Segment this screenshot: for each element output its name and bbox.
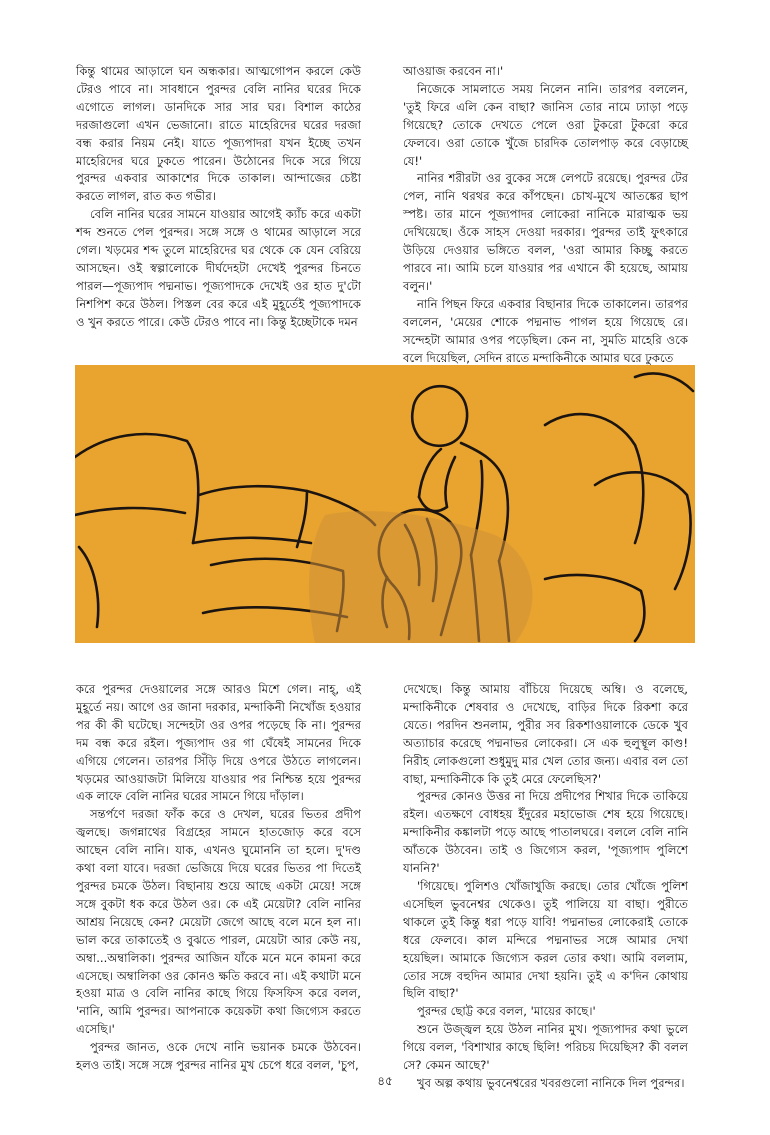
paragraph: 'গিয়েছে। পুলিশও খোঁজাখুজি করছে। তোর খোঁজে পুলিশ এসেছিল ভুবনেশ্বর থেকেও। তুই পালিয়ে যা বাছা। পুরীতে থাকলে তুই কিন্তু ধরা পড়ে যাবি! পদ্মনাভর লোকেরাই তোকে ধরে ফেলবে। কাল মন্দিরে পদ্মনাভর সঙ্গে আমার দেখা হয়েছিল। আমাকে জিগ্যেস করল তোর কথা। আমি বললাম, তোর সঙ্গে বহুদিন আমার দেখা হয়নি। তুই এ ক'দিন কোথায় ছিলি বাছা?' <box>403 878 688 1001</box>
paragraph: দেখেছে। কিন্তু আমায় বাঁচিয়ে দিয়েছে অম্বি। ও বলেছে, মন্দাকিনীকে শেষবার ও দেখেছে, বাড়ির দিকে রিকশা করে যেতে। পরদিন শুনলাম, পুরীর সব রিকশাওয়ালাকে ডেকে খুব অত্যাচার করেছে পদ্মনাভর লোকেরা। সে এক হুলুস্থূল কাণ্ড! নিরীহ লোকগুলো শুধুমুদু মার খেল তোর জন্য। এবার বল তো বাছা, মন্দাকিনীকে কি তুই মেরে ফেলেছিস?' <box>403 682 688 786</box>
paragraph: শুনে উজ্জ্বল হয়ে উঠল নানির মুখ। পূজ্যপাদর কথা ভুলে গিয়ে বলল, 'বিশাখার কাছে ছিলি! পরিচয় দিয়েছিস? কী বলল সে? কেমন আছে?' <box>403 1022 688 1073</box>
paragraph: বেলি নানির ঘরের সামনে যাওয়ার আগেই ক্যাঁচ করে একটা শব্দ শুনতে পেল পুরন্দর। সঙ্গে সঙ্গে ও থামের আড়ালে সরে গেল। খড়মের শব্দ তুলে মাহেরিদের ঘর থেকে কে যেন বেরিয়ে আসছেন। ওই স্বল্পালোকে দীর্ঘদেহটা দেখেই পুরন্দর চিনতে পারল—পূজ্যপাদ পদ্মনাভ। পূজ্যপাদকে দেখেই ওর হাত দু'টো নিশপিশ করে উঠল। পিস্তল বের করে এই মুহূর্তেই পূজ্যপাদকে ও খুন করতে পারে। কেউ টেরও পাবে না। কিন্তু ইচ্ছেটাকে দমন <box>76 207 361 329</box>
man-arm <box>419 457 455 511</box>
paragraph: খুব অল্প কথায় ভুবনেশ্বরের খবরগুলো নানিকে দিল পুরন্দর। <box>417 1075 685 1090</box>
paragraph: পুরন্দর ছোট্ট করে বলল, 'মায়ের কাছে।' <box>417 1004 596 1019</box>
man-head <box>412 386 467 446</box>
rock-outline <box>635 373 693 391</box>
column-bottom-right <box>403 681 688 1093</box>
step-outline <box>193 538 311 543</box>
illustration <box>75 365 695 643</box>
rock-outline <box>545 575 644 641</box>
paragraph: পুরন্দর জানত, ওকে দেখে নানি ভয়ানক চমকে উঠবেন। হলও তাই। সঙ্গে সঙ্গে পুরন্দর নানির মুখ চেপে ধরে বলল, 'চুপ, <box>76 1040 361 1073</box>
wash-shadow <box>309 511 532 643</box>
column-bottom-left <box>76 681 361 1075</box>
rock-outline <box>545 414 643 543</box>
paragraph: সন্তর্পণে দরজা ফাঁক করে ও দেখল, ঘরের ভিতর প্রদীপ জ্বলছে। জগন্নাথের বিগ্রহের সামনে হাতজোড় করে বসে আছেন বেলি নানি। যাক, এখনও ঘুমোননি তা হলে। দু'দণ্ড কথা বলা যাবে। দরজা ভেজিয়ে দিয়ে ঘরের ভিতর পা দিতেই পুরন্দর চমকে উঠল। বিছানায় শুয়ে আছে একটা মেয়ে! সঙ্গে সঙ্গে বুকটা ধক করে উঠল ওর। কে এই মেয়েটা? বেলি নানির আশ্রয় নিয়েছে কেন? মেয়েটা জেগে আছে বলে মনে হল না। ভাল করে তাকাতেই ও বুঝতে পারল, মেয়েটা আর কেউ নয়, অম্বা...অম্বালিকা। পুরন্দর আজিন যাঁকে মনে মনে কামনা করে এসেছে। অম্বালিকা ওর কোনও ক্ষতি করবে না। এই কথাটা মনে হওয়া মাত্র ও বেলি নানির কাছে গিয়ে ফিসফিস করে বলল, 'নানি, আমি পুরন্দর। আপনাকে কয়েকটা কথা জিগ্যেস করতে এসেছি।' <box>76 807 361 1037</box>
paragraph: করে পুরন্দর দেওয়ালের সঙ্গে আরও মিশে গেল। নাহ্, এই মুহূর্তে নয়। আগে ওর জানা দরকার, মন্দাকিনী নিখোঁজ হওয়ার পর কী কী ঘটেছে। সন্দেহটা ওর ওপর পড়েছে কি না। পুরন্দর দম বন্ধ করে রইল। পূজ্যপাদ ওর গা ঘেঁষেই সামনের দিকে এগিয়ে গেলেন। তারপর সিঁড়ি দিয়ে ওপরে উঠতে লাগলেন। খড়মের আওয়াজটা মিলিয়ে যাওয়ার পর নিশ্চিন্ত হয়ে পুরন্দর এক লাফে বেলি নানির ঘরের সামনে গিয়ে দাঁড়াল। <box>76 682 361 804</box>
step-outline <box>75 508 185 515</box>
ink-sketch-illustration <box>75 365 695 643</box>
paragraph: কিন্তু থামের আড়ালে ঘন অন্ধকার। আত্মগোপন করলে কেউ টেরও পাবে না। সাবধানে পুরন্দর বেলি নানির ঘরের দিকে এগোতে লাগল। ডানদিকে সার সার ঘর। বিশাল কাঠের দরজাগুলো এখন ভেজানো। রাতে মাহেরিদের ঘরের দরজা বন্ধ করার নিয়ম নেই। যাতে পূজ্যপাদরা যখন ইচ্ছে তখন মাহেরিদের ঘরে ঢুকতে পারেন। উঠোনের দিকে সরে গিয়ে পুরন্দর একবার আকাশের দিকে তাকাল। আন্দাজের চেষ্টা করতে লাগল, রাত কত গভীর। <box>76 64 361 204</box>
step-outline <box>75 434 198 543</box>
paragraph: পুরন্দর কোনও উত্তর না দিয়ে প্রদীপের শিখার দিকে তাকিয়ে রইল। এতক্ষণে বোধহয় ইঁদুরের মহাভোজ শেষ হয়ে গিয়েছে। মন্দাকিনীর কঙ্কালটা পড়ে আছে পাতালঘরে। বললে বেলি নানি আঁতকে উঠবেন। তাই ও জিগ্যেস করল, 'পূজ্যপাদ পুলিশে যাননি?' <box>403 789 688 876</box>
page-number: ৪৫ <box>377 1074 393 1088</box>
column-top-right <box>403 63 688 367</box>
column-top-left <box>76 63 361 332</box>
paragraph: নানি পিছন ফিরে একবার বিছানার দিকে তাকালেন। তারপর বললেন, 'মেয়ের শোকে পদ্মনাভ পাগল হয়ে গিয়েছে রে। সন্দেহটা আমার ওপর পড়েছিল। কেন না, সুমতি মাহেরি ওকে বলে দিয়েছিল, সেদিন রাতে মন্দাকিনীকে আমার ঘরে ঢুকতে <box>403 296 688 365</box>
paragraph: নিজেকে সামলাতে সময় নিলেন নানি। তারপর বললেন, 'তুই ফিরে এলি কেন বাছা? জানিস তোর নামে ঢ্যাড়া পড়ে গিয়েছে? তোকে দেখতে পেলে ওরা টুকরো টুকরো করে ফেলবে। ওরা তোকে খুঁজে চারদিক তোলপাড় করে বেড়াচ্ছে যে!' <box>403 81 688 168</box>
step-outline <box>79 547 98 627</box>
paragraph: আওয়াজ করবেন না।' <box>403 64 504 78</box>
paragraph: নানির শরীরটা ওর বুকের সঙ্গে লেপটে রয়েছে। পুরন্দর টের পেল, নানি থরথর করে কাঁপছেন। চোখ-মুখে আতঙ্কের ছাপ স্পষ্ট। তার মানে পূজ্যপাদর লোকেরা নানিকে মারাত্মক ভয় দেখিয়েছে। ওঁকে সাহস দেওয়া দরকার। পুরন্দর তাই ফুৎকারে উড়িয়ে দেওয়ার ভঙ্গিতে বলল, 'ওরা আমার কিচ্ছু করতে পারবে না। আমি চলে যাওয়ার পর এখানে কী হয়েছে, আমায় বলুন।' <box>403 171 688 293</box>
